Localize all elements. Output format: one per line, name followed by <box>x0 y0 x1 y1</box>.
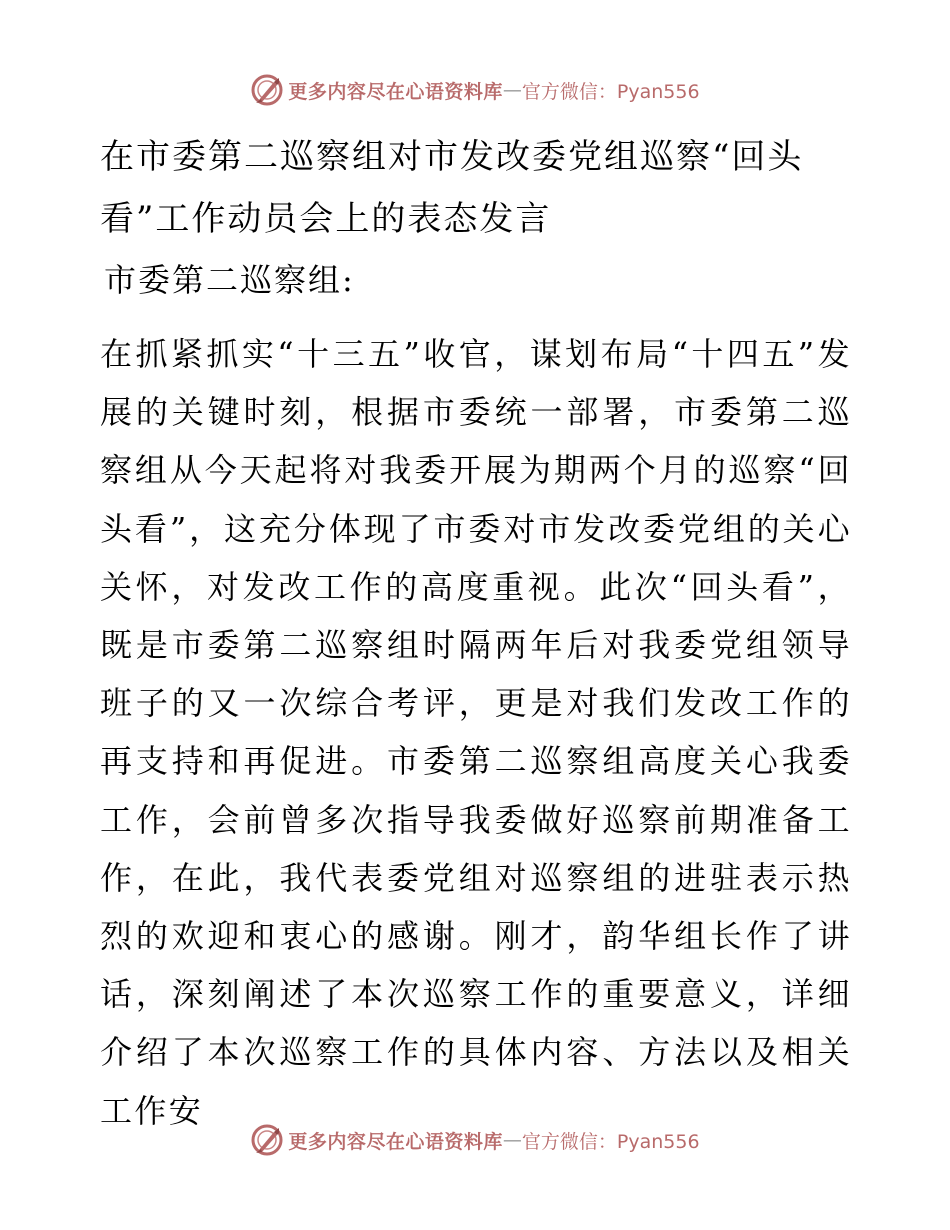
banner-separator: — <box>502 1129 522 1151</box>
body-paragraph: 在抓紧抓实“十三五”收官，谋划布局“十四五”发展的关键时刻，根据市委统一部署，市委第二巡察组从今天起将对我委开展为期两个月的巡察“回头看”，这充分体现了市委对市发改委党组的关心关怀，对发改工作的高度重视。此次“回头看”，既是市委第二巡察组时隔两年后对我委党组领导班子的又一次综合考评，更是对我们发改工作的再支持和再促进。市委第二巡察组高度关心我委工作，会前曾多次指导我委做好巡察前期准备工作，在此，我代表委党组对巡察组的进驻表示热烈的欢迎和衷心的感谢。刚才，韵华组长作了讲话，深刻阐述了本次巡察工作的重要意义，详细介绍了本次巡察工作的具体内容、方法以及相关工作安 <box>100 335 852 1130</box>
quill-pen-logo-icon <box>250 73 284 107</box>
banner-separator: — <box>502 79 522 101</box>
banner-brand-text: 更多内容尽在心语资料库 <box>288 80 503 103</box>
footer-banner <box>0 1120 950 1160</box>
document-title: 在市委第二巡察组对市发改委党组巡察“回头看”工作动员会上的表态发言 <box>100 137 804 239</box>
quill-pen-logo-icon <box>250 1123 284 1157</box>
document-salutation: 市委第二巡察组: <box>104 261 355 299</box>
header-banner <box>0 70 950 110</box>
banner-contact-text: 官方微信：Pyan556 <box>521 80 700 103</box>
banner-brand-text: 更多内容尽在心语资料库 <box>288 1130 503 1153</box>
banner-contact-text: 官方微信：Pyan556 <box>521 1130 700 1153</box>
